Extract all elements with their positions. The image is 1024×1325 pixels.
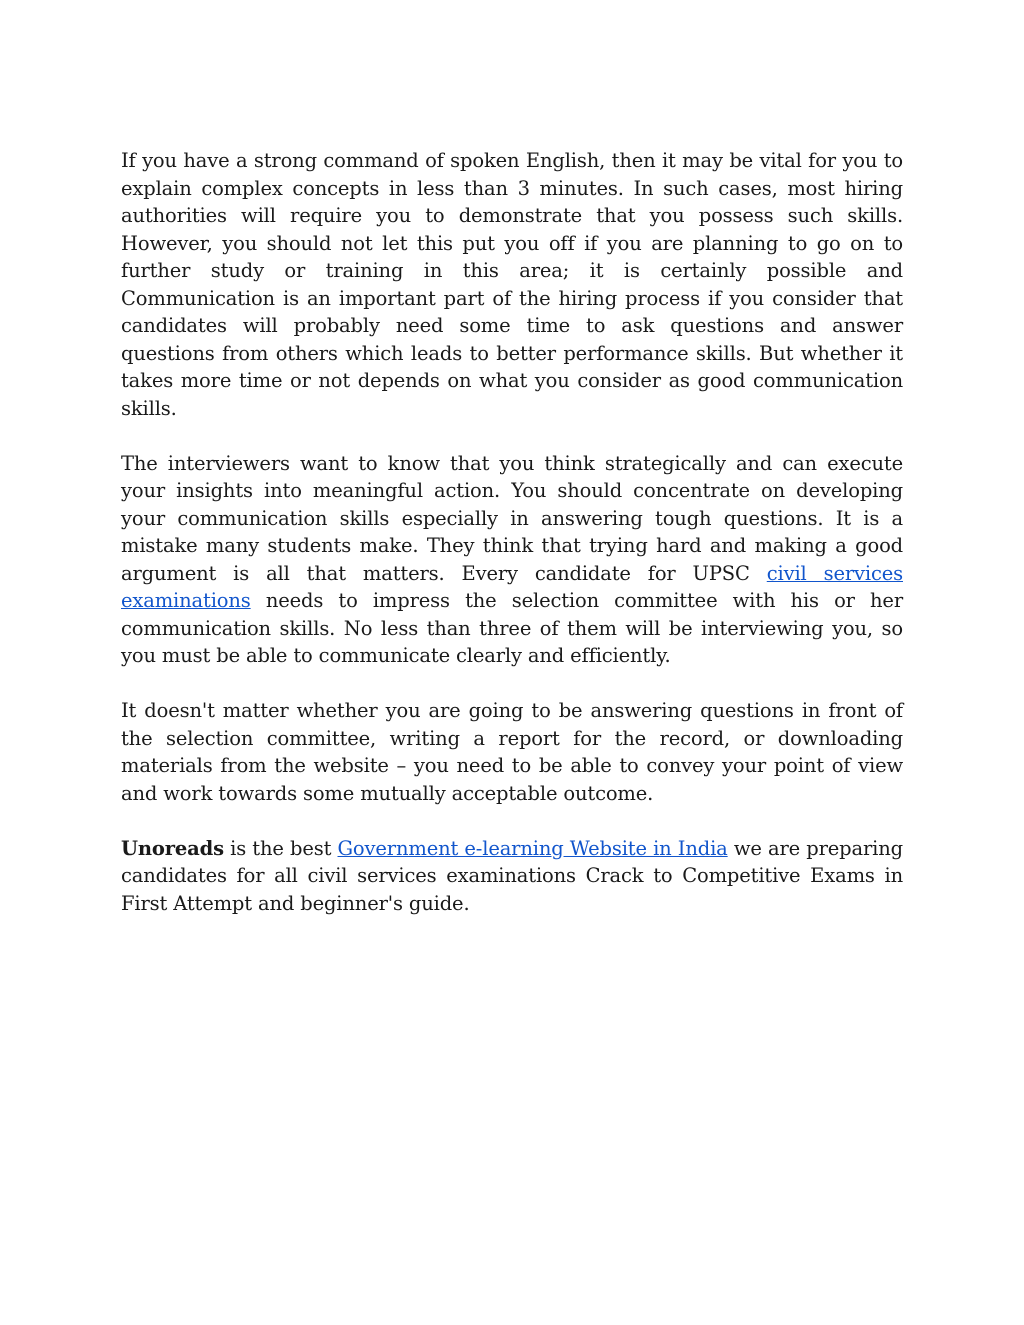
paragraph-interviewers-text-end: needs to impress the selection committee with his or her communication skills. No less than three of them will be interviewing you, so you must be able to communicate clearly and efficiently. (121, 589, 903, 667)
paragraph-interviewers-text-start: The interviewers want to know that you think strategically and can execute your insights into meaningful action. You should concentrate on developing your communication skills especially in answering tough questions. It is a mistake many students make. They think that trying hard and making a good argument is all that matters. Every candidate for UPSC (121, 451, 903, 585)
civil-services-examinations-link[interactable]: civil services examinations (121, 561, 903, 612)
paragraph-spoken-english: If you have a strong command of spoken English, then it may be vital for you to explain complex concepts in less than 3 minutes. In such cases, most hiring authorities will require you to demonstrate that you possess such skills. However, you should not let this put you off if you are planning to go on to further study or training in this area; it is certainly possible and Communication is an important part of the hiring process if you consider that candidates will probably need some time to ask questions and answer questions from others which leads to better performance skills. But whether it takes more time or not depends on what you consider as good communication skills. (121, 149, 903, 420)
paragraph-selection-committee: It doesn't matter whether you are going to be answering questions in front of the selection committee, writing a report for the record, or downloading materials from the website – you need to be able to convey your point of view and work towards some mutually acceptable outcome. (121, 699, 903, 805)
brand-name: Unoreads (121, 836, 224, 860)
paragraph-unoreads-text-end: we are preparing candidates for all civil services examinations Crack to Competitive Exams in First Attempt and beginner's guide. (121, 836, 903, 915)
document-body (121, 147, 903, 945)
government-e-learning-website-link[interactable]: Government e-learning Website in India (337, 836, 728, 860)
paragraph-interviewers (121, 450, 903, 670)
paragraph-unoreads (121, 835, 903, 918)
paragraph-unoreads-text-start: is the best (223, 836, 338, 860)
